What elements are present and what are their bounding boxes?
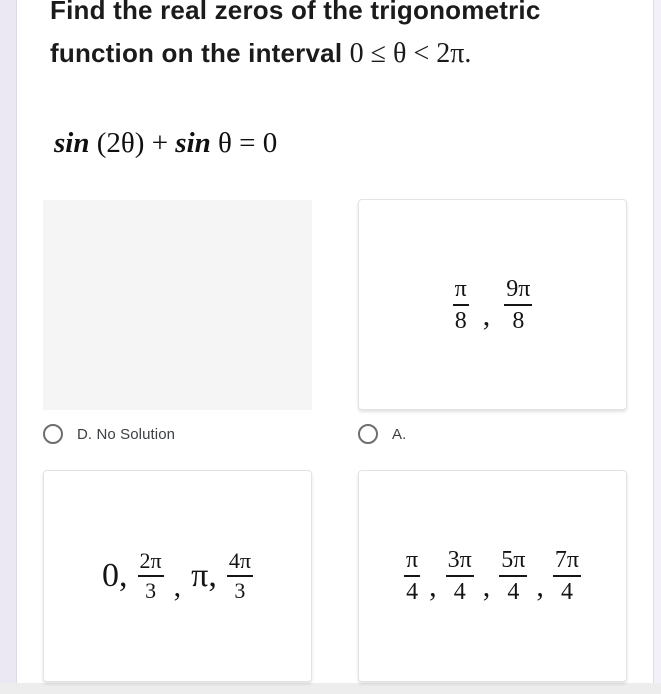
equation-mid1: (2θ) +: [89, 127, 176, 159]
fraction: [404, 548, 420, 604]
comma-separator: ,: [482, 298, 491, 332]
fraction-numerator: 7π: [553, 548, 581, 577]
radio-option-d[interactable]: [43, 423, 175, 445]
option-a-expression: [453, 277, 533, 333]
right-accent-strip: [653, 0, 661, 683]
question-title-line2: function on the interval: [50, 38, 350, 68]
fraction-numerator: π: [453, 277, 469, 306]
fraction-numerator: 9π: [504, 277, 532, 306]
bottom-band: [0, 683, 661, 694]
fraction-numerator: π: [404, 548, 420, 577]
option-d-image-placeholder: [43, 200, 312, 410]
fraction-denominator: 8: [512, 307, 525, 334]
radio-button-d[interactable]: [43, 424, 63, 444]
fraction: [446, 548, 474, 604]
fraction-denominator: 4: [507, 579, 520, 605]
fraction-denominator: 3: [145, 578, 157, 603]
question-title-line1: Find the real zeros of the trigonometric: [50, 0, 541, 25]
fraction-numerator: 2π: [138, 550, 164, 577]
radio-label-d: D. No Solution: [77, 425, 176, 443]
option-image-bottom-right: [358, 470, 627, 682]
equation-sin1: sin: [54, 127, 90, 159]
fraction-denominator: 4: [453, 579, 466, 605]
fraction-denominator: 3: [234, 578, 246, 603]
equation: [54, 127, 277, 160]
fraction-denominator: 4: [406, 579, 419, 605]
equation-mid2: θ = 0: [210, 127, 278, 159]
option-image-bottom-left: [43, 470, 312, 682]
fraction-numerator: 3π: [446, 548, 474, 577]
question-title: [50, 0, 640, 75]
fraction-numerator: 4π: [227, 550, 253, 577]
fraction-numerator: 5π: [499, 548, 527, 577]
equation-sin2: sin: [175, 127, 211, 159]
radio-option-a[interactable]: [358, 423, 406, 445]
left-accent-strip: [0, 0, 17, 683]
zero-term: 0,: [102, 557, 128, 594]
radio-label-a: A.: [392, 425, 407, 443]
comma-separator: ,: [482, 570, 491, 603]
fraction: [227, 550, 253, 602]
fraction-denominator: 8: [454, 307, 467, 334]
radio-button-a[interactable]: [358, 424, 378, 444]
fraction: [504, 277, 532, 333]
pi-term: π,: [191, 557, 217, 594]
bottom-left-expression: [102, 550, 253, 602]
option-a-image: [358, 199, 627, 410]
fraction: [553, 548, 581, 604]
fraction: [453, 277, 469, 333]
comma-separator: ,: [536, 570, 544, 603]
interval-math: 0 ≤ θ < 2π.: [349, 38, 472, 69]
fraction: [138, 550, 164, 602]
fraction-denominator: 4: [560, 579, 573, 605]
comma-separator: ,: [429, 570, 437, 603]
comma-separator: ,: [173, 570, 182, 603]
bottom-right-expression: [404, 548, 581, 604]
fraction: [499, 548, 527, 604]
